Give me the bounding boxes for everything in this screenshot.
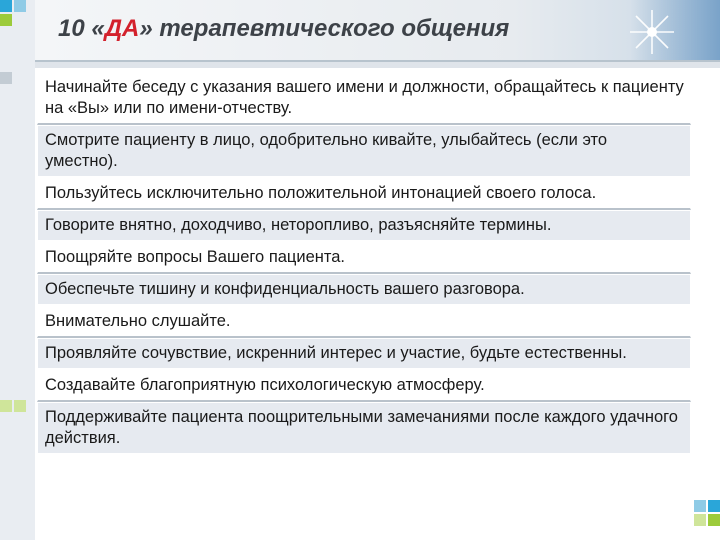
list-item: Начинайте беседу с указания вашего имени и должности, обращайтесь к пациенту на «Вы» или по имени-отчеству. bbox=[37, 72, 691, 125]
deco-square bbox=[0, 0, 12, 12]
list-item: Говорите внятно, доходчиво, неторопливо, разъясняйте термины. bbox=[37, 210, 691, 242]
title-prefix: 10 « bbox=[58, 15, 105, 42]
title-accent: ДА bbox=[104, 15, 140, 42]
list-item: Поддерживайте пациента поощрительными замечаниями после каждого удачного действия. bbox=[37, 402, 691, 455]
deco-square bbox=[0, 72, 12, 84]
deco-square bbox=[694, 500, 706, 512]
deco-square bbox=[694, 514, 706, 526]
deco-square bbox=[0, 400, 12, 412]
list-item: Поощряйте вопросы Вашего пациента. bbox=[37, 242, 691, 274]
deco-square bbox=[708, 500, 720, 512]
title-divider bbox=[35, 60, 720, 62]
list-item: Обеспечьте тишину и конфиденциальность вашего разговора. bbox=[37, 274, 691, 306]
title-suffix: » терапевтического общения bbox=[139, 15, 510, 42]
deco-square bbox=[14, 0, 26, 12]
list-item: Проявляйте сочувствие, искренний интерес и участие, будьте естественны. bbox=[37, 338, 691, 370]
list-item: Пользуйтесь исключительно положительной интонацией своего голоса. bbox=[37, 178, 691, 210]
guideline-list bbox=[37, 72, 691, 455]
list-item: Внимательно слушайте. bbox=[37, 306, 691, 338]
deco-square bbox=[14, 400, 26, 412]
list-item: Создавайте благоприятную психологическую атмосферу. bbox=[37, 370, 691, 402]
deco-square bbox=[0, 14, 12, 26]
list-item: Смотрите пациенту в лицо, одобрительно кивайте, улыбайтесь (если это уместно). bbox=[37, 125, 691, 178]
sparkle-icon bbox=[628, 8, 676, 56]
deco-square bbox=[708, 514, 720, 526]
slide-title bbox=[58, 15, 509, 43]
